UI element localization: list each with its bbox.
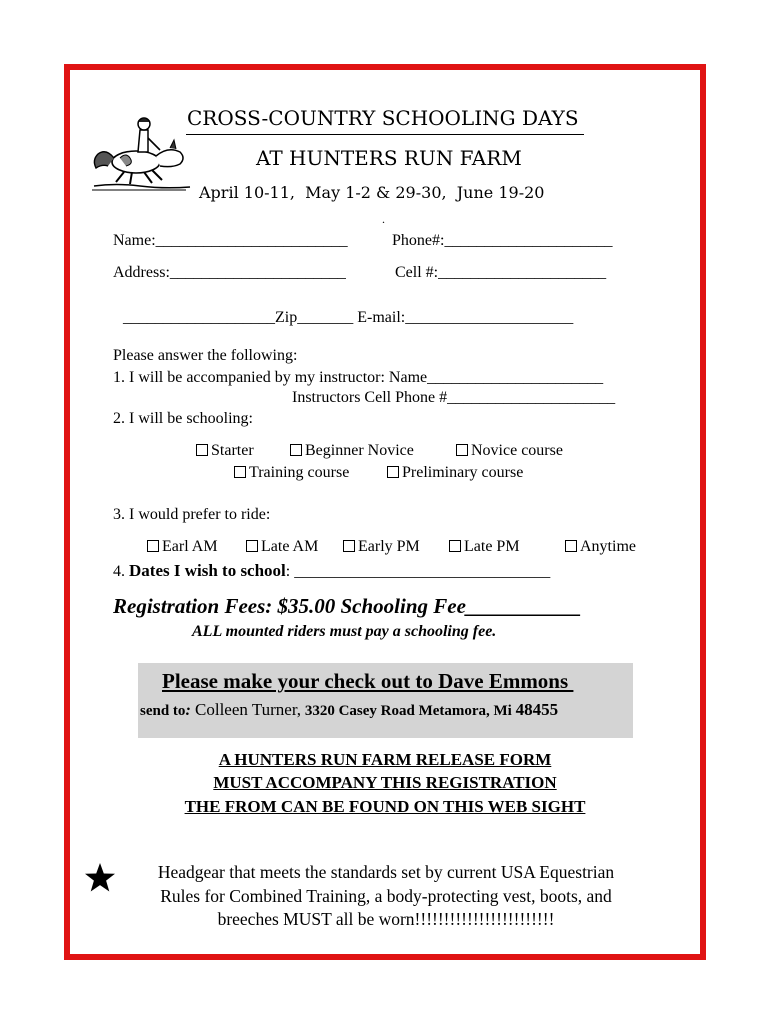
option-novice-course[interactable]: [456, 442, 563, 460]
check-payable-line: Please make your check out to Dave Emmons: [162, 669, 574, 693]
checkbox-icon[interactable]: [387, 466, 399, 478]
option-late-pm[interactable]: [449, 538, 520, 556]
cell-field[interactable]: Cell #:_____________________: [395, 264, 607, 281]
headgear-line-1: Headgear that meets the standards set by current USA Equestrian: [157, 862, 615, 882]
release-line-2: MUST ACCOMPANY THIS REGISTRATION: [213, 773, 557, 792]
option-training-course[interactable]: [234, 464, 349, 482]
horse-rider-illustration: [86, 112, 194, 198]
checkbox-icon[interactable]: [456, 444, 468, 456]
send-colon: :: [185, 702, 191, 719]
checkbox-icon[interactable]: [449, 540, 461, 552]
option-label: Preliminary course: [402, 464, 524, 481]
option-preliminary-course[interactable]: [387, 464, 523, 482]
q4-number: 4.: [113, 563, 129, 580]
checkbox-icon[interactable]: [147, 540, 159, 552]
option-starter[interactable]: [196, 442, 254, 460]
registration-fees: Registration Fees: $35.00 Schooling Fee___________: [113, 594, 582, 618]
send-address: 3320 Casey Road Metamora, Mi: [301, 703, 516, 719]
option-label: Late AM: [261, 538, 319, 555]
q4-label: Dates I wish to school: [129, 561, 286, 580]
question-4-dates[interactable]: [113, 561, 550, 581]
q4-blank[interactable]: : ________________________________: [285, 563, 551, 580]
option-early-pm[interactable]: [343, 538, 420, 556]
send-to-line: [140, 700, 558, 720]
fees-note: ALL mounted riders must pay a schooling fee.: [192, 623, 497, 640]
checkbox-icon[interactable]: [343, 540, 355, 552]
option-label: Early PM: [358, 538, 420, 555]
phone-field[interactable]: Phone#:_____________________: [392, 232, 613, 249]
question-2-schooling: 2. I will be schooling:: [113, 410, 253, 427]
send-name: Colleen Turner,: [190, 700, 302, 719]
headgear-line-2: Rules for Combined Training, a body-protecting vest, boots, and: [160, 886, 612, 906]
title-line-2: AT HUNTERS RUN FARM: [256, 146, 522, 170]
question-1-instructor[interactable]: 1. I will be accompanied by my instructor: Name______________________: [113, 369, 604, 386]
release-line-3[interactable]: THE FROM CAN BE FOUND ON THIS WEB SIGHT: [184, 797, 586, 816]
checkbox-icon[interactable]: [246, 540, 258, 552]
title-line-1: CROSS-COUNTRY SCHOOLING DAYS: [187, 106, 579, 130]
star-icon: [84, 862, 116, 894]
option-beginner-novice[interactable]: [290, 442, 414, 460]
send-zip: 48455: [515, 700, 559, 719]
checkbox-icon[interactable]: [234, 466, 246, 478]
option-label: Earl AM: [162, 538, 218, 555]
address-field[interactable]: Address:______________________: [113, 264, 346, 281]
option-label: Beginner Novice: [305, 442, 414, 459]
name-field[interactable]: Name:________________________: [113, 232, 348, 249]
release-line-1: A HUNTERS RUN FARM RELEASE FORM: [218, 750, 552, 769]
option-late-am[interactable]: [246, 538, 318, 556]
option-label: Late PM: [464, 538, 520, 555]
checkbox-icon[interactable]: [196, 444, 208, 456]
checkbox-icon[interactable]: [565, 540, 577, 552]
event-dates: April 10-11, May 1-2 & 29-30, June 19-20: [199, 183, 545, 202]
instructor-phone-field[interactable]: Instructors Cell Phone #_____________________: [292, 389, 616, 406]
send-label: send to: [140, 703, 186, 719]
option-label: Training course: [249, 464, 350, 481]
option-label: Novice course: [471, 442, 563, 459]
headgear-line-3: breeches MUST all be worn!!!!!!!!!!!!!!!!!!!!!!!!: [217, 909, 555, 929]
questions-intro: Please answer the following:: [113, 347, 298, 364]
option-label: Starter: [211, 442, 254, 459]
question-3-ride-time: 3. I would prefer to ride:: [113, 506, 271, 523]
option-label: Anytime: [580, 538, 636, 555]
checkbox-icon[interactable]: [290, 444, 302, 456]
option-anytime[interactable]: [565, 538, 636, 556]
dot-mark: .: [382, 212, 385, 226]
zip-email-field[interactable]: ___________________Zip_______ E-mail:_____________________: [123, 309, 574, 326]
option-earl-am[interactable]: [147, 538, 218, 556]
title-rule: [186, 134, 584, 135]
